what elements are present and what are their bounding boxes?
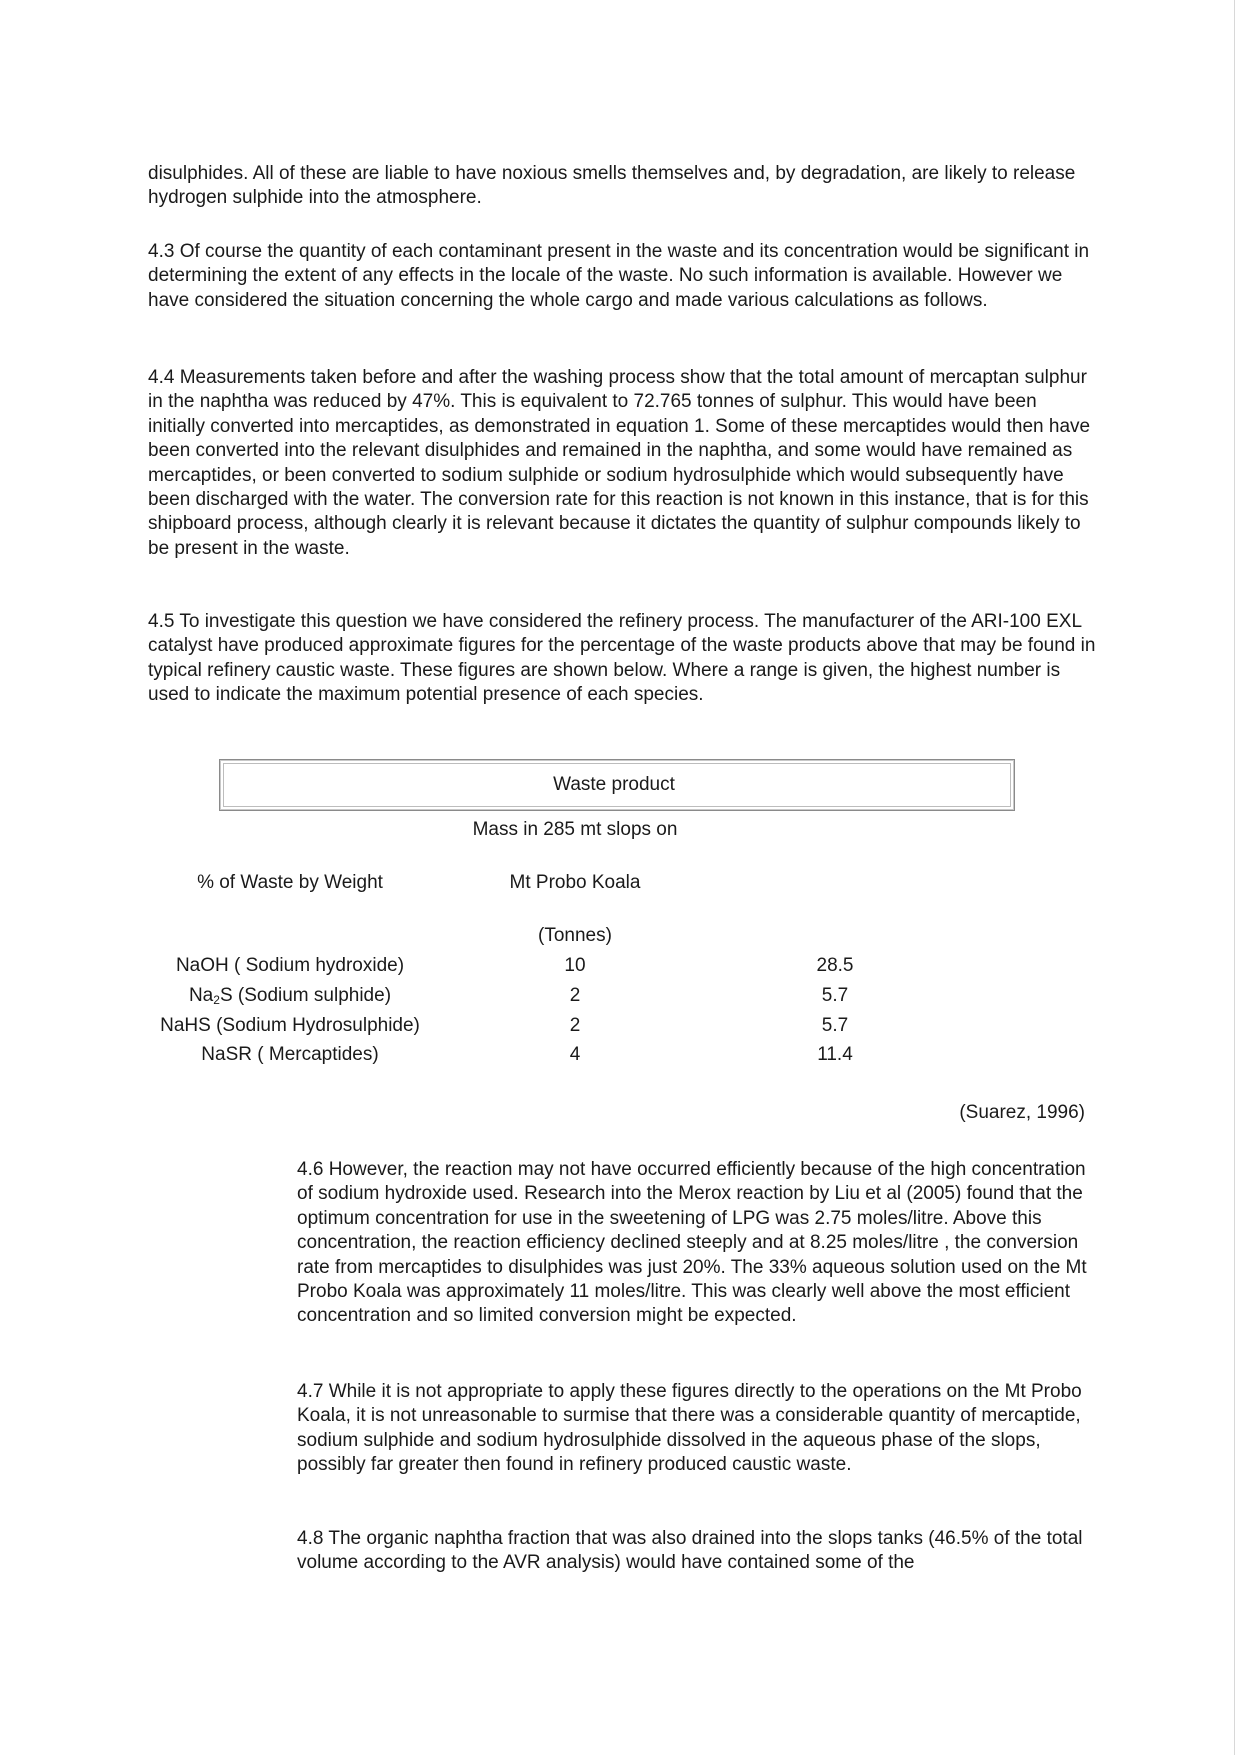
paragraph-4-7: 4.7 While it is not appropriate to apply these figures directly to the operations on the Mt Probo Koala, it is not unreasonable to surmise that there was a considerable quantity of mercaptide, sodium sulphide and sodium hydrosulphide dissolved in the aqueous phase of the slops, possibly far greater then found in refinery produced caustic waste. (297, 1381, 1082, 1476)
table-cell-name: NaOH ( Sodium hydroxide) (175, 955, 405, 976)
citation: (Suarez, 1996) (959, 1102, 1085, 1123)
table-header-mass-line2: Mt Probo Koala (509, 872, 641, 893)
table-cell-mass: 28.5 (816, 955, 854, 976)
table-cell-mass: 5.7 (821, 985, 849, 1006)
table-cell-mass: 5.7 (821, 1015, 849, 1036)
formula-subscript: 2 (213, 993, 220, 1007)
formula-suffix: S (Sodium sulphide) (219, 985, 392, 1006)
table-cell-name: NaHS (Sodium Hydrosulphide) (160, 1015, 420, 1036)
paragraph-4-8: 4.8 The organic naphtha fraction that was also drained into the slops tanks (46.5% of the total volume according to the AVR analysis) would have contained some of the (297, 1528, 1083, 1574)
table-cell-pct: 10 (564, 955, 586, 976)
table-header-waste-product: Waste product (553, 774, 675, 795)
table-cell-pct: 2 (569, 985, 581, 1006)
table-cell-name: NaSR ( Mercaptides) (201, 1044, 379, 1065)
paragraph-disulphides: disulphides. All of these are liable to have noxious smells themselves and, by degradation, are likely to release hydrogen sulphide into the atmosphere. (148, 163, 1076, 209)
table-header-mass-line3: (Tonnes) (538, 925, 612, 946)
table-header-mass-line1: Mass in 285 mt slops on (472, 819, 678, 840)
table-row (0, 984, 1242, 1014)
paragraph-4-6: 4.6 However, the reaction may not have occurred efficiently because of the high concentration of sodium hydroxide used. Research into the Merox reaction by Liu et al (2005) found that the optimum concentration for use in the sweetening of LPG was 2.75 moles/litre. Above this concentration, the reaction efficiency declined steeply and at 8.25 moles/litre , the conversion rate from mercaptides to disulphides was just 20%. The 33% aqueous solution used on the Mt Probo Koala was approximately 11 moles/litre. This was clearly well above the most efficient concentration and so limited conversion might be expected. (297, 1159, 1087, 1327)
page-edge-line (1234, 0, 1235, 1755)
paragraph-4-5: 4.5 To investigate this question we have considered the refinery process. The manufacturer of the ARI-100 EXL catalyst have produced approximate figures for the percentage of the waste products above that may be found in typical refinery caustic waste. These figures are shown below. Where a range is given, the highest number is used to indicate the maximum potential presence of each species. (148, 611, 1096, 706)
table-cell-name (140, 984, 440, 1012)
paragraph-4-4: 4.4 Measurements taken before and after the washing process show that the total amount of mercaptan sulphur in the naphtha was reduced by 47%. This is equivalent to 72.765 tonnes of sulphur. This would have been initially converted into mercaptides, as demonstrated in equation 1. Some of these mercaptides would then have been converted into the relevant disulphides and remained in the naphtha, and some would have remained as mercaptides, or been converted to sodium sulphide or sodium hydrosulphide which would subsequently have been discharged with the water. The conversion rate for this reaction is not known in this instance, that is for this shipboard process, although clearly it is relevant because it dictates the quantity of sulphur compounds likely to be present in the waste. (148, 367, 1091, 559)
paragraph-4-3: 4.3 Of course the quantity of each contaminant present in the waste and its concentration would be significant in determining the extent of any effects in the locale of the waste. No such information is available. However we have considered the situation concerning the whole cargo and made various calculations as follows. (148, 241, 1090, 311)
table-row (0, 1043, 1242, 1073)
table-cell-pct: 2 (569, 1015, 581, 1036)
formula-prefix: Na (188, 985, 214, 1006)
table-cell-mass: 11.4 (817, 1044, 853, 1065)
table-cell-pct: 4 (569, 1044, 581, 1065)
table-row (0, 954, 1242, 984)
table-header-pct: % of Waste by Weight (197, 872, 383, 893)
table-row (0, 1014, 1242, 1044)
